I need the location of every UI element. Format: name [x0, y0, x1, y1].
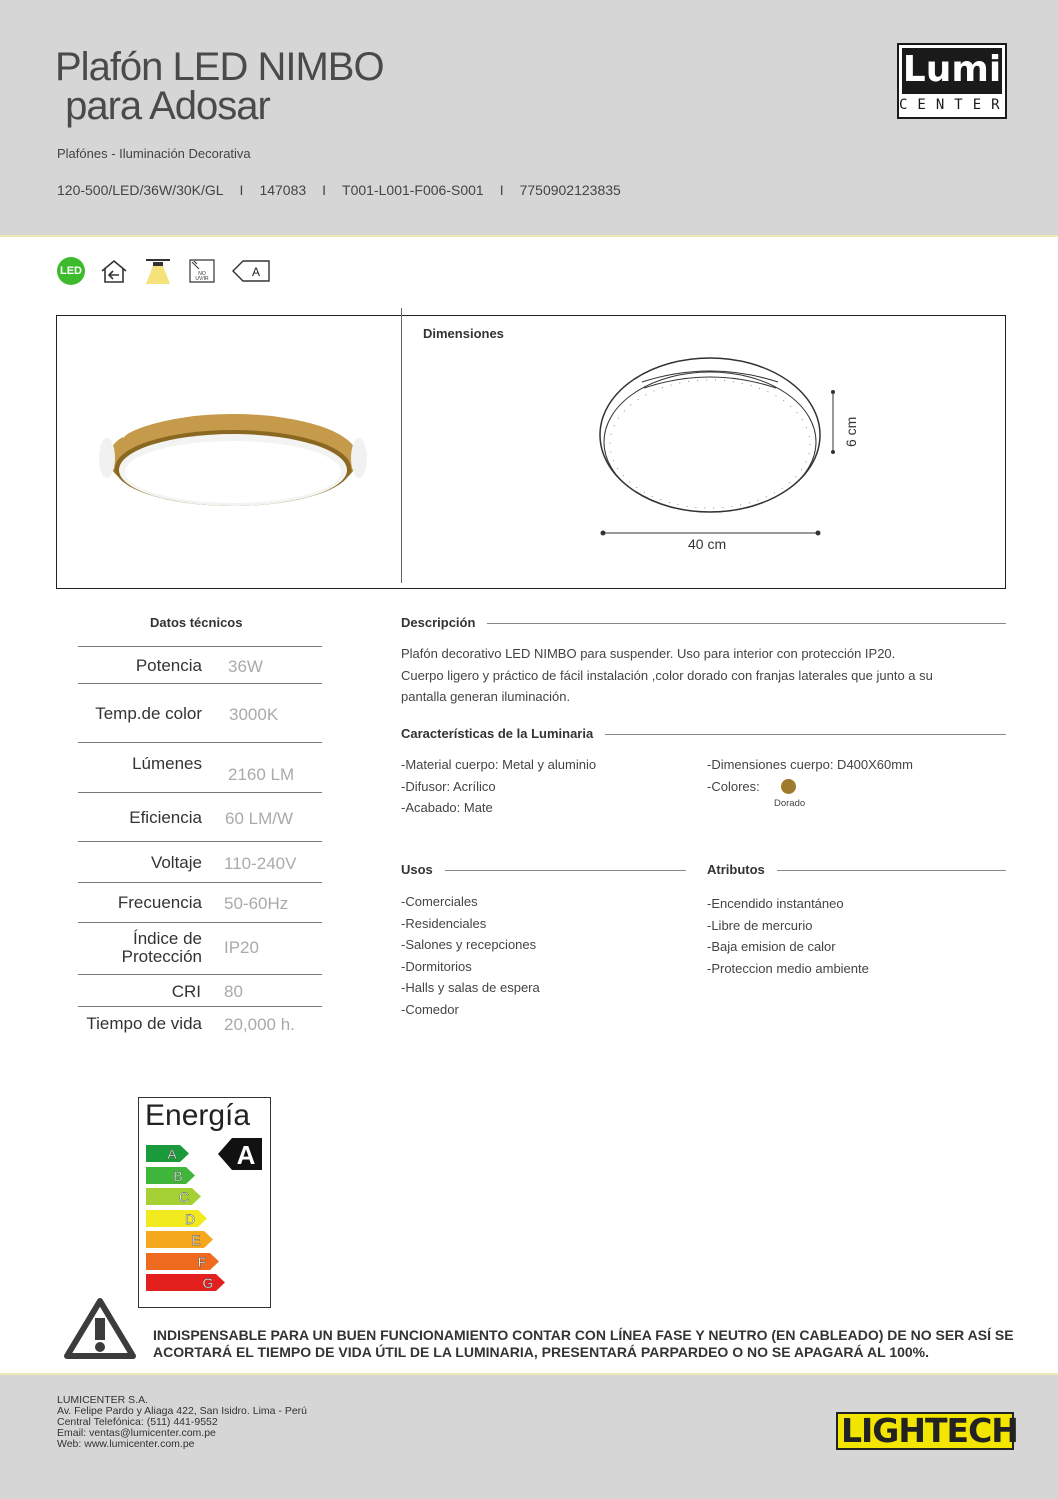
code-ref: T001-L001-F006-S001: [342, 182, 484, 198]
description-line: Plafón decorativo LED NIMBO para suspender. Uso para interior con protección IP20.: [401, 646, 896, 661]
lightech-logo: LIGHTECH: [836, 1412, 1014, 1450]
description-rule: [401, 623, 1006, 624]
category-text: Plafónes - Iluminación Decorativa: [57, 146, 251, 161]
lumicenter-logo: [897, 43, 1010, 119]
tech-row-label-line: Protección: [121, 947, 202, 966]
energy-class-bar-e: [146, 1231, 214, 1248]
led-icon: LED: [57, 257, 85, 285]
energy-class-bar-shape: [146, 1231, 213, 1248]
energy-class-bar-shape: [146, 1210, 207, 1227]
usos-title: Usos: [401, 862, 445, 877]
energy-class-bar-c: [146, 1188, 202, 1205]
svg-text:NO: NO: [198, 271, 206, 277]
energy-class-letter: C: [178, 1189, 190, 1205]
energy-rating-arrow: [216, 1136, 264, 1172]
energy-class-letter: D: [184, 1210, 196, 1227]
tech-row-label: Temp.de color: [95, 704, 202, 723]
tech-row: [78, 646, 322, 684]
features-right-list: [707, 754, 913, 797]
logo-lumi: Lumi: [902, 48, 1002, 94]
title-line-2: para Adosar: [55, 84, 270, 128]
energy-class-bar-shape: [146, 1253, 219, 1270]
height-label: 6 cm: [843, 416, 859, 447]
feature-item: -Dimensiones cuerpo: D400X60mm: [707, 757, 913, 772]
code-ean: 7750902123835: [519, 182, 621, 198]
usos-item: -Salones y recepciones: [401, 937, 537, 952]
energy-class-letter: B: [173, 1167, 183, 1184]
tech-row-value: 20,000 h.: [224, 1015, 295, 1034]
energy-class-bar-d: [146, 1210, 208, 1227]
color-swatch-label: Dorado: [774, 798, 806, 809]
tech-row-label-line: Índice de: [133, 929, 202, 948]
dimensions-title: Dimensiones: [423, 326, 504, 341]
title-line-1: Plafón LED NIMBO: [55, 45, 384, 89]
usos-item: -Dormitorios: [401, 958, 472, 974]
svg-text:UV/IR: UV/IR: [195, 276, 209, 282]
panel-divider: [401, 308, 402, 583]
features-title: Características de la Luminaria: [401, 726, 605, 741]
tech-row: [78, 841, 322, 883]
tech-row: [78, 922, 322, 975]
energy-class-letter: A: [167, 1146, 177, 1162]
atributos-item: -Encendido instantáneo: [707, 896, 844, 911]
code-separator: I: [499, 182, 504, 198]
footer-web: Web: www.lumicenter.com.pe: [57, 1438, 195, 1450]
footer-contact: [57, 1395, 307, 1450]
usos-list: [401, 891, 540, 1020]
warning-text: [153, 1327, 1023, 1361]
description-text: [401, 643, 1006, 708]
color-swatch-dorado: [781, 779, 796, 794]
atributos-title: Atributos: [707, 862, 777, 877]
features-left-list: [401, 754, 596, 819]
description-line: pantalla generan iluminación.: [401, 689, 571, 704]
atributos-item: -Proteccion medio ambiente: [707, 960, 869, 976]
atributos-list: [707, 893, 869, 979]
description-title: Descripción: [401, 615, 487, 630]
tech-row-label: Eficiencia: [129, 808, 202, 827]
tech-row-value: 2160 LM: [228, 765, 295, 784]
tech-row: [78, 792, 322, 842]
tech-row-value: 50-60Hz: [224, 894, 289, 913]
tech-row-label: CRI: [171, 982, 201, 1001]
energy-title: Energía: [145, 1099, 251, 1132]
description-line: Cuerpo ligero y práctico de fácil instalación ,color dorado con franjas laterales que junto a su: [401, 667, 933, 683]
tech-row-label: Voltaje: [150, 853, 202, 872]
tech-row: [78, 1006, 322, 1041]
tech-row-label: Frecuencia: [117, 893, 202, 912]
energy-class-bar-g: [146, 1274, 226, 1291]
code-sku: 147083: [259, 182, 307, 198]
feature-item: -Difusor: Acrílico: [401, 778, 496, 794]
usos-item: -Halls y salas de espera: [401, 980, 540, 995]
tech-data-title: Datos técnicos: [150, 615, 243, 630]
energy-class-arrow-icon: [231, 257, 271, 285]
energy-class-arrow-label: A: [251, 265, 261, 279]
energy-class-letter: G: [202, 1275, 214, 1291]
usos-item: -Comedor: [401, 1001, 459, 1017]
tech-row-value: 110-240V: [224, 854, 297, 873]
ceiling-lamp-icon: [143, 257, 173, 285]
tech-row-value: IP20: [224, 938, 259, 957]
tech-row: [78, 683, 322, 743]
energy-class-bar-f: [146, 1253, 220, 1270]
tech-row: [78, 974, 322, 1007]
energy-class-bar-b: [146, 1167, 196, 1184]
tech-row: [78, 742, 322, 793]
indoor-house-icon: [99, 257, 129, 285]
tech-row-label: Potencia: [135, 656, 202, 675]
tech-row-value: 36W: [228, 657, 263, 676]
width-label: 40 cm: [688, 536, 727, 552]
tech-row-value: 3000K: [229, 705, 279, 724]
product-photo: [95, 380, 375, 520]
footer-phone: Central Telefónica: (511) 441-9552: [57, 1416, 218, 1428]
atributos-item: -Libre de mercurio: [707, 917, 813, 933]
tech-row-label: [122, 930, 202, 966]
warning-icon: [64, 1298, 136, 1360]
footer-company: LUMICENTER S.A.: [57, 1394, 149, 1406]
energy-class-bar-a: [146, 1145, 190, 1162]
usos-item: -Comerciales: [401, 894, 478, 909]
energy-class-letter: E: [191, 1232, 201, 1248]
feature-item: -Acabado: Mate: [401, 800, 493, 815]
atributos-item: -Baja emision de calor: [707, 939, 836, 954]
no-uv-ir-icon: [187, 257, 217, 285]
feature-item: -Material cuerpo: Metal y aluminio: [401, 757, 597, 772]
tech-row-label: Lúmenes: [132, 754, 202, 773]
feature-item: -Colores:: [707, 778, 760, 794]
feature-icons: [57, 256, 271, 286]
tech-row-value: 60 LM/W: [225, 809, 294, 828]
tech-row-label: Tiempo de vida: [86, 1014, 202, 1033]
dimension-drawing: [596, 350, 836, 525]
energy-class-letter: F: [197, 1253, 207, 1270]
tech-row: [78, 882, 322, 923]
energy-class-bar-shape: [146, 1167, 195, 1184]
tech-row-value: 80: [224, 982, 243, 1001]
product-title: [55, 45, 384, 128]
usos-item: -Residenciales: [401, 915, 487, 931]
footer-address: Av. Felipe Pardo y Aliaga 422, San Isidro. Lima - Perú: [57, 1405, 307, 1417]
energy-class-bar-shape: [146, 1188, 201, 1205]
warning-line: ACORTARÁ EL TIEMPO DE VIDA ÚTIL DE LA LUMINARIA, PRESENTARÁ PARPARDEO O NO SE APAGARÁ AL 100%.: [153, 1344, 930, 1360]
logo-center: CENTER: [899, 97, 1010, 113]
warning-line: INDISPENSABLE PARA UN BUEN FUNCIONAMIENTO CONTAR CON LÍNEA FASE Y NEUTRO (EN CABLEADO) DE NO SER ASÍ SE: [153, 1327, 1014, 1343]
energy-rating-letter: A: [236, 1140, 256, 1170]
code-separator: I: [239, 182, 244, 198]
code-separator: I: [322, 182, 327, 198]
product-codes: [57, 182, 621, 198]
code-model: 120-500/LED/36W/30K/GL: [57, 182, 224, 198]
footer-email: Email: ventas@lumicenter.com.pe: [57, 1427, 216, 1439]
